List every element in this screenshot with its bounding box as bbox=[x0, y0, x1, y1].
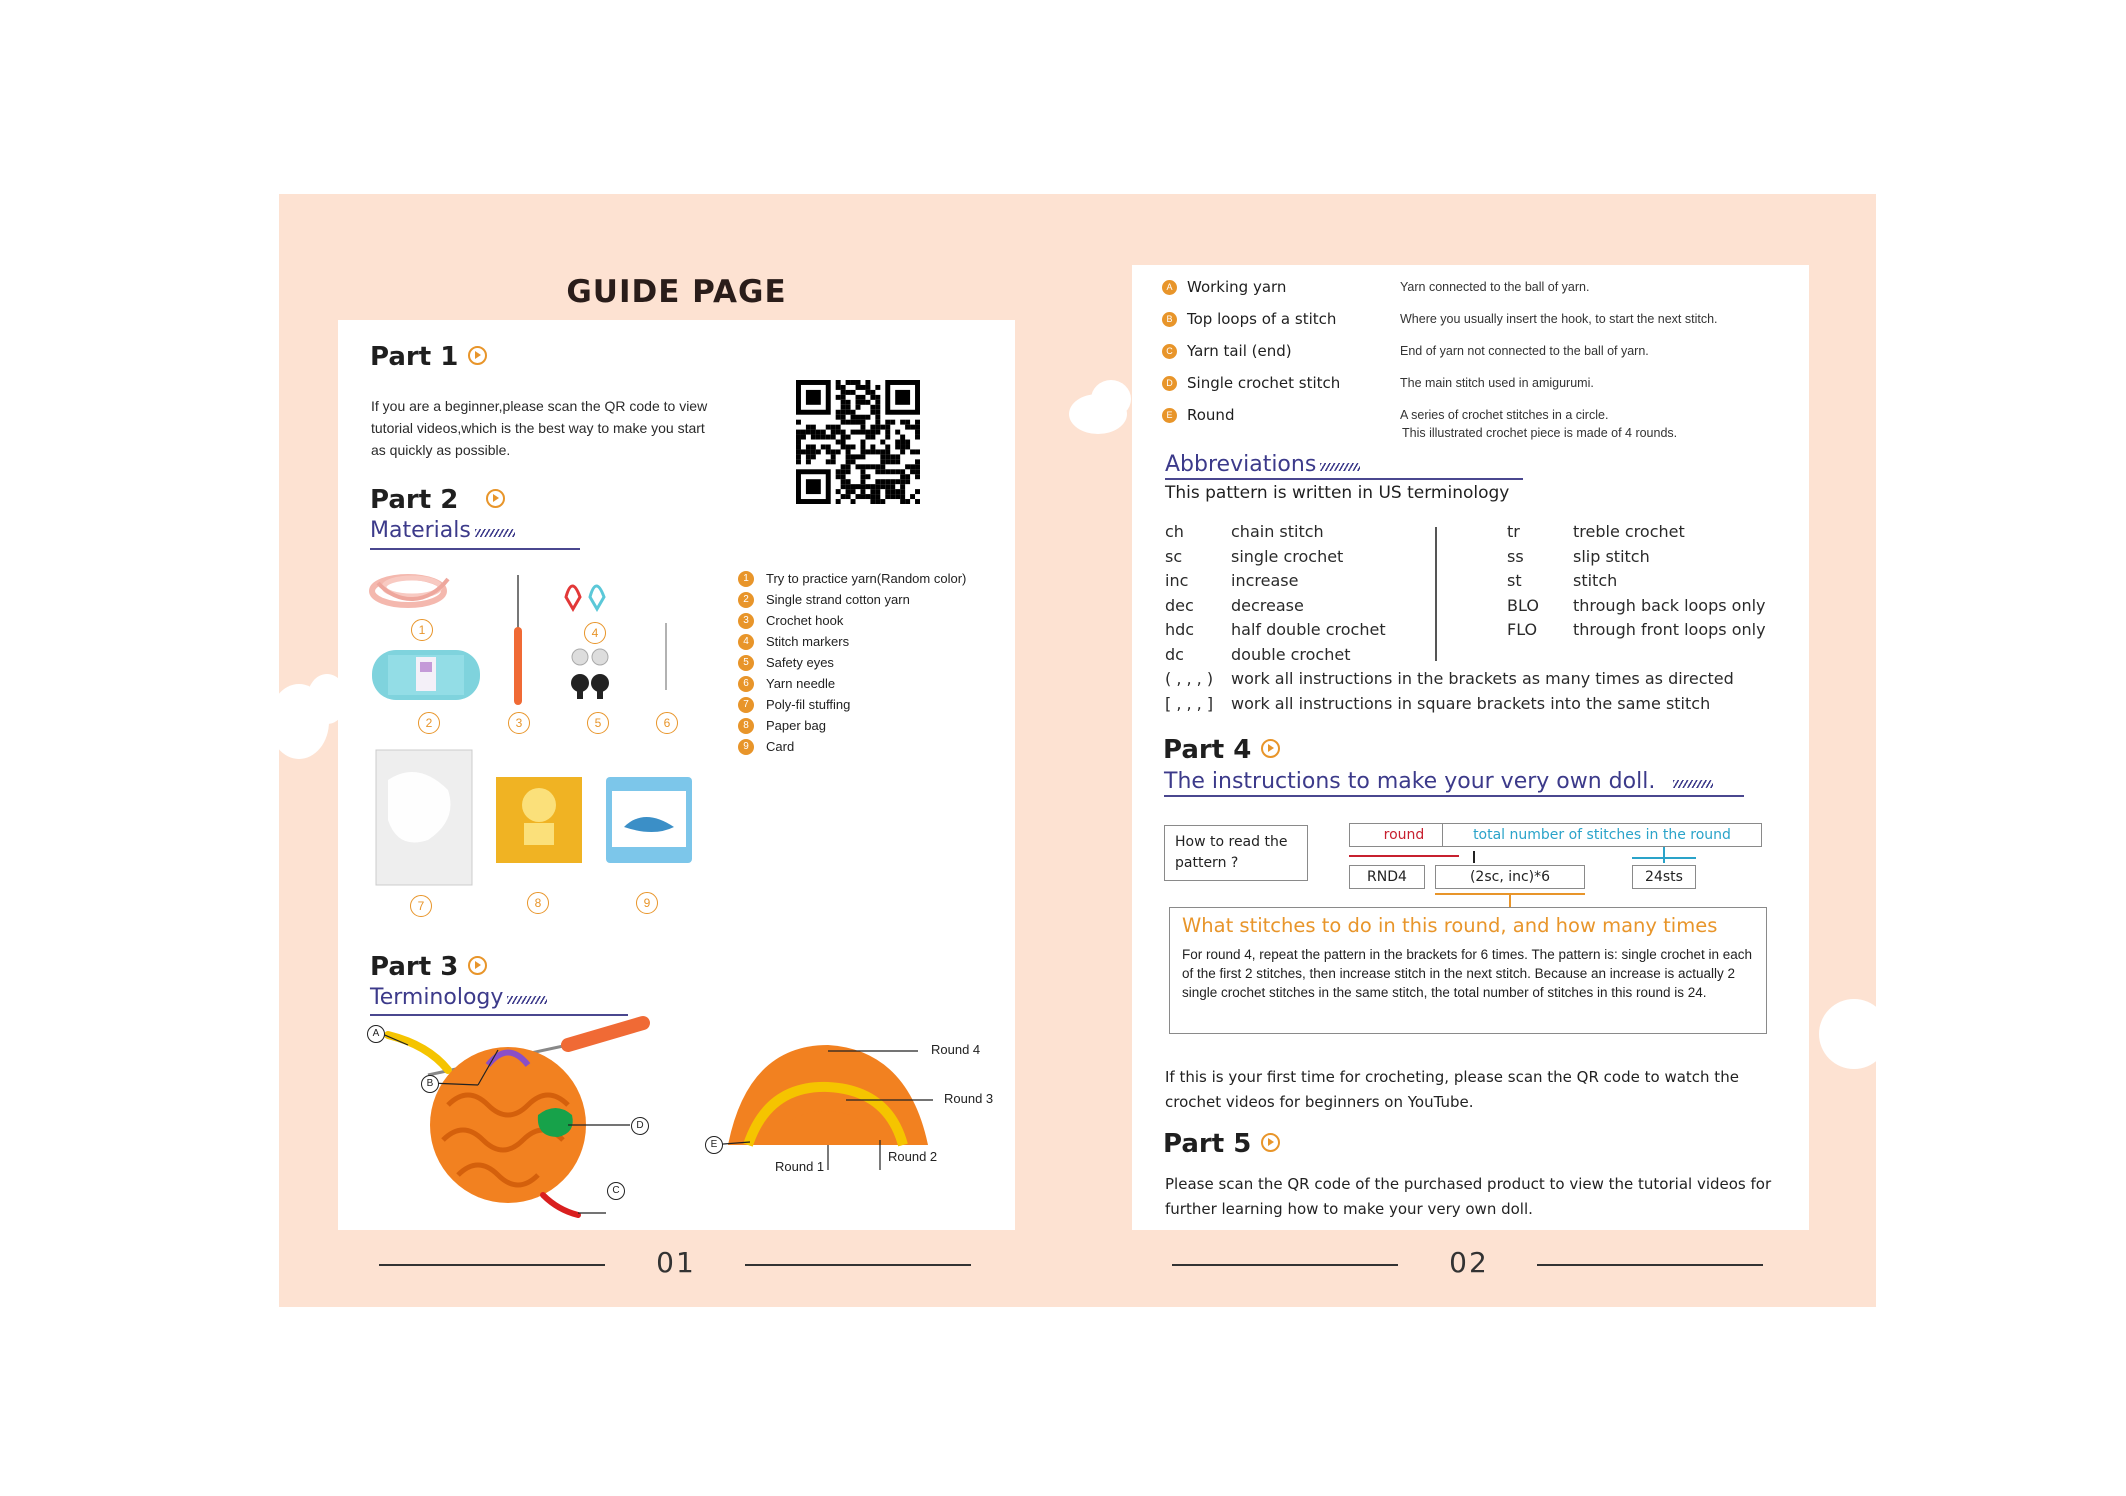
abbreviations-heading: Abbreviations bbox=[1165, 452, 1360, 477]
part5-text: Please scan the QR code of the purchased product to view the tutorial videos for further learning how to make your very own doll. bbox=[1165, 1175, 1772, 1218]
cloud-middle-small bbox=[1091, 380, 1131, 418]
list-item: 7 Poly-fil stuffing bbox=[738, 694, 966, 715]
qr-code-left[interactable] bbox=[796, 380, 920, 504]
callout-d: D bbox=[631, 1117, 649, 1135]
hatch-decoration bbox=[475, 529, 515, 537]
list-item: FLO through front loops only bbox=[1507, 620, 1766, 639]
callout-c: C bbox=[607, 1182, 625, 1200]
callout-a: A bbox=[367, 1025, 385, 1043]
list-item: ( , , , ) work all instructions in the brackets as many times as directed bbox=[1165, 669, 1734, 688]
rnd-value-box: RND4 bbox=[1349, 865, 1425, 889]
list-item: tr treble crochet bbox=[1507, 522, 1685, 541]
stuffing-bag-icon bbox=[376, 750, 472, 885]
arrow-circle-icon bbox=[468, 346, 487, 365]
materials-illustration bbox=[368, 565, 718, 905]
list-item: st stitch bbox=[1507, 571, 1618, 590]
what-stitches-title: What stitches to do in this round, and how many times bbox=[1182, 914, 1718, 937]
list-item: inc increase bbox=[1165, 571, 1299, 590]
arrow-circle-icon bbox=[468, 956, 487, 975]
safety-eyes-icon bbox=[571, 649, 609, 699]
arrow-circle-icon bbox=[1261, 1133, 1280, 1152]
list-item: 3 Crochet hook bbox=[738, 610, 966, 631]
round-4-label: Round 4 bbox=[931, 1042, 981, 1057]
what-stitches-box bbox=[1169, 907, 1767, 1034]
term-row: B Top loops of a stitch Where you usually insert the hook, to start the next stitch. bbox=[1162, 303, 1802, 335]
hatch-decoration bbox=[1320, 463, 1360, 471]
page-title: GUIDE PAGE bbox=[566, 274, 787, 310]
material-number-3: 3 bbox=[508, 712, 530, 734]
footer-rule bbox=[745, 1264, 971, 1266]
stitch-marker-icon bbox=[566, 586, 604, 609]
list-item: 1 Try to practice yarn(Random color) bbox=[738, 568, 966, 589]
hatch-decoration bbox=[507, 996, 547, 1004]
round-3-label: Round 3 bbox=[944, 1091, 994, 1106]
list-item: 5 Safety eyes bbox=[738, 652, 966, 673]
pattern-connector-bottom bbox=[1509, 895, 1511, 907]
page-footer-right bbox=[1074, 1244, 1876, 1284]
list-item: 6 Yarn needle bbox=[738, 673, 966, 694]
page-footer-left bbox=[279, 1244, 1074, 1284]
arrow-circle-icon bbox=[486, 489, 505, 508]
part4-heading: Part 4 bbox=[1163, 735, 1280, 765]
round-bracket bbox=[1349, 855, 1459, 857]
pink-yarn-icon bbox=[372, 577, 448, 605]
term-row: A Working yarn Yarn connected to the ball of yarn. bbox=[1162, 271, 1802, 303]
arrow-circle-icon bbox=[1261, 739, 1280, 758]
material-number-2: 2 bbox=[418, 712, 440, 734]
callout-b: B bbox=[421, 1075, 439, 1093]
list-item: 2 Single strand cotton yarn bbox=[738, 589, 966, 610]
round-1-label: Round 1 bbox=[775, 1159, 825, 1174]
abbreviations-subtitle: This pattern is written in US terminology bbox=[1165, 483, 1510, 503]
crochet-hook-icon bbox=[514, 575, 522, 705]
left-page bbox=[338, 320, 1015, 1230]
footer-rule bbox=[379, 1264, 605, 1266]
cloud-right bbox=[1819, 999, 1889, 1069]
list-item: dec decrease bbox=[1165, 595, 1304, 615]
list-item: 4 Stitch markers bbox=[738, 631, 966, 652]
total-bracket bbox=[1632, 857, 1696, 859]
list-item: BLO through back loops only bbox=[1507, 595, 1766, 615]
material-number-5: 5 bbox=[587, 712, 609, 734]
total-connector bbox=[1663, 847, 1665, 863]
abbreviations-underline bbox=[1165, 478, 1523, 480]
abbreviations-right bbox=[1507, 522, 1766, 645]
part1-text: If you are a beginner,please scan the QR code to view tutorial videos,which is the best way to make you start as quickly as possible. bbox=[371, 398, 708, 458]
materials-subheading: Materials bbox=[370, 518, 515, 543]
material-number-7: 7 bbox=[410, 895, 432, 917]
total-stitches-label-box: total number of stitches in the round bbox=[1442, 823, 1762, 847]
paper-bag-icon bbox=[496, 777, 582, 863]
card-icon bbox=[606, 777, 692, 863]
terminology-subheading: Terminology bbox=[370, 985, 547, 1010]
blue-yarn-icon bbox=[372, 650, 480, 700]
material-number-9: 9 bbox=[636, 892, 658, 914]
list-item: [ , , , ] work all instructions in square brackets into the same stitch bbox=[1165, 693, 1711, 713]
list-item: sc single crochet bbox=[1165, 546, 1344, 566]
hatch-decoration bbox=[1673, 780, 1713, 788]
term-row: C Yarn tail (end) End of yarn not connected to the ball of yarn. bbox=[1162, 335, 1802, 367]
term-desc-extra: This illustrated crochet piece is made of 4 rounds. bbox=[1402, 426, 1678, 440]
how-to-read-box: How to read the pattern ? bbox=[1164, 825, 1308, 881]
footer-rule bbox=[1537, 1264, 1763, 1266]
booklet-spread bbox=[279, 194, 1876, 1307]
beginner-text: If this is your first time for crocheting, please scan the QR code to watch the crochet videos for beginners on YouTube. bbox=[1165, 1068, 1739, 1111]
footer-rule bbox=[1172, 1264, 1398, 1266]
terminology-illustration bbox=[368, 1015, 1008, 1225]
part1-heading: Part 1 bbox=[370, 342, 487, 372]
list-item: dc double crochet bbox=[1165, 644, 1351, 664]
term-row: E Round A series of crochet stitches in a circle. bbox=[1162, 399, 1802, 431]
instructions-underline bbox=[1164, 795, 1744, 797]
round-2-label: Round 2 bbox=[888, 1149, 938, 1164]
material-number-4: 4 bbox=[584, 622, 606, 644]
right-page bbox=[1132, 265, 1809, 1230]
part2-heading: Part 2 bbox=[370, 485, 505, 515]
page-number: 01 bbox=[656, 1246, 696, 1279]
list-item: ss slip stitch bbox=[1507, 546, 1650, 566]
part5-heading: Part 5 bbox=[1163, 1129, 1280, 1159]
material-number-6: 6 bbox=[656, 712, 678, 734]
callout-e: E bbox=[705, 1136, 723, 1154]
abbreviations-divider bbox=[1435, 527, 1437, 661]
sts-value-box: 24sts bbox=[1632, 865, 1696, 889]
materials-list bbox=[738, 568, 966, 757]
instructions-subheading: The instructions to make your very own doll. bbox=[1164, 769, 1713, 794]
list-item: 8 Paper bag bbox=[738, 715, 966, 736]
round-label-box: round bbox=[1349, 823, 1459, 847]
list-item: hdc half double crochet bbox=[1165, 620, 1386, 639]
page-number: 02 bbox=[1449, 1246, 1489, 1279]
list-item: ch chain stitch bbox=[1165, 522, 1324, 541]
pattern-value-box: (2sc, inc)*6 bbox=[1435, 865, 1585, 889]
what-stitches-text: For round 4, repeat the pattern in the brackets for 6 times. The pattern is: single crochet in each of the first 2 stitches, then increase stitch in the next stitch. Because an increase is actually 2 single crochet stitches in the same stitch, the total number of stitches in this round is 24. bbox=[1182, 947, 1753, 1000]
material-number-1: 1 bbox=[411, 619, 433, 641]
materials-underline bbox=[370, 548, 580, 550]
term-row: D Single crochet stitch The main stitch used in amigurumi. bbox=[1162, 367, 1802, 399]
part3-heading: Part 3 bbox=[370, 952, 487, 982]
list-item: 9 Card bbox=[738, 736, 966, 757]
pattern-connector bbox=[1473, 851, 1475, 863]
material-number-8: 8 bbox=[527, 892, 549, 914]
